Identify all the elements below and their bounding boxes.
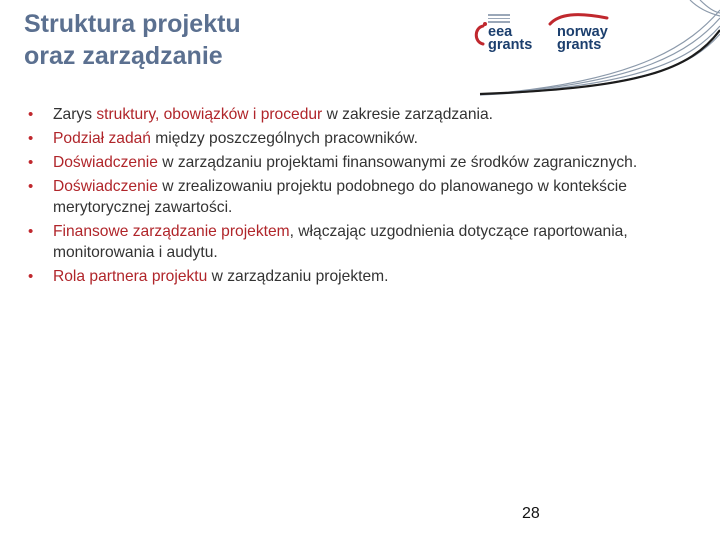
- bullet-item: [28, 176, 658, 218]
- slide-title-line: Struktura projektu: [24, 10, 241, 38]
- bullet-dot-icon: •: [28, 130, 34, 147]
- page-number: 28: [522, 505, 540, 522]
- bullet-text: w zakresie zarządzania.: [322, 106, 493, 123]
- bullet-item: [28, 221, 658, 263]
- bullet-text: w zarządzaniu projektem.: [207, 268, 389, 285]
- bullet-emphasis-text: Rola partnera projektu: [53, 268, 208, 285]
- bullet-dot-icon: •: [28, 268, 34, 285]
- bullet-item: [28, 104, 658, 125]
- bullet-text: w zrealizowaniu projektu podobnego do planowanego w kontekście merytorycznej zawartości.: [53, 178, 627, 216]
- bullet-item: [28, 152, 658, 173]
- bullet-text: , włączając uzgodnienia dotyczące raportowania, monitorowania i audytu.: [53, 223, 628, 261]
- bullet-dot-icon: •: [28, 154, 34, 171]
- bullet-item: [28, 128, 658, 149]
- bullet-text: w zarządzaniu projektami finansowanymi ze środków zagranicznych.: [157, 154, 638, 171]
- eea-logo-mark-icon: [472, 12, 488, 54]
- bullet-emphasis-text: Finansowe zarządzanie projektem: [53, 223, 290, 240]
- bullet-emphasis-text: struktury, obowiązków i procedur: [96, 106, 323, 123]
- norway-grants-logo: [547, 12, 611, 54]
- slide-title-line: oraz zarządzanie: [24, 42, 223, 70]
- bullet-text: Zarys: [53, 106, 97, 123]
- eea-tagline-lines: [488, 14, 510, 25]
- bullet-list: [28, 104, 658, 290]
- bullet-dot-icon: •: [28, 178, 34, 195]
- bullet-emphasis-text: Doświadczenie: [53, 154, 158, 171]
- bullet-emphasis-text: Podział zadań: [53, 130, 151, 147]
- slide-title: [24, 8, 354, 72]
- eea-logo-line2: grants: [488, 37, 533, 53]
- norway-logo-line2: grants: [557, 37, 602, 53]
- eea-grants-logo: [472, 12, 534, 54]
- eea-logo-line1: eea: [488, 24, 513, 40]
- bullet-item: [28, 266, 658, 287]
- bullet-dot-icon: •: [28, 223, 34, 240]
- bullet-dot-icon: •: [28, 106, 34, 123]
- norway-logo-line1: norway: [557, 24, 608, 40]
- bullet-emphasis-text: Doświadczenie: [53, 178, 158, 195]
- bullet-text: między poszczególnych pracowników.: [150, 130, 418, 147]
